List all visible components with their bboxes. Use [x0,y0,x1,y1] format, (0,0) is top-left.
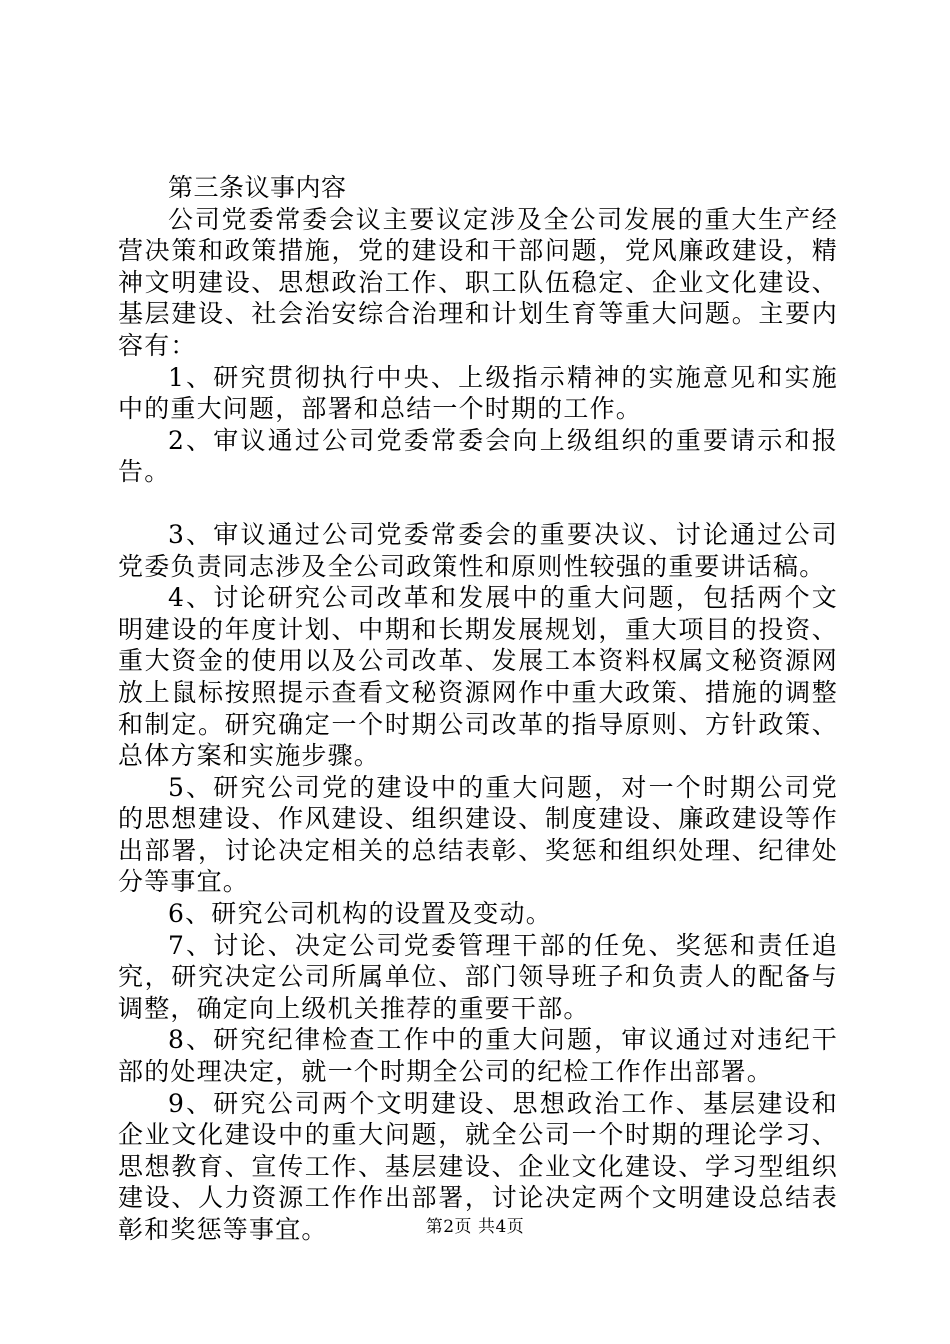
section-heading: 第三条议事内容 [168,173,347,202]
intro-paragraph: 公司党委常委会议主要议定涉及全公司发展的重大生产经营决策和政策措施，党的建设和干部问题，党风廉政建设，精神文明建设、思想政治工作、职工队伍稳定、企业文化建设、基层建设、社会治安综合治理和计划生育等重大问题。主要内容有： [118,204,838,360]
list-item: 7、讨论、决定公司党委管理干部的任免、奖惩和责任追究，研究决定公司所属单位、部门领导班子和负责人的配备与调整，确定向上级机关推荐的重要干部。 [118,930,838,1023]
list-item: 2、审议通过公司党委常委会向上级组织的重要请示和报告。 [118,425,838,487]
list-item: 9、研究公司两个文明建设、思想政治工作、基层建设和企业文化建设中的重大问题，就全公司一个时期的理论学习、思想教育、宣传工作、基层建设、企业文化建设、学习型组织建设、人力资源工作作出部署，讨论决定两个文明建设总结表彰和奖惩等事宜。 [118,1088,838,1244]
list-item: 4、讨论研究公司改革和发展中的重大问题，包括两个文明建设的年度计划、中期和长期发展规划，重大项目的投资、重大资金的使用以及公司改革、发展工本资料权属文秘资源网放上鼠标按照提示查看文秘资源网作中重大政策、措施的调整和制定。研究确定一个时期公司改革的指导原则、方针政策、总体方案和实施步骤。 [118,583,838,771]
list-item: 3、审议通过公司党委常委会的重要决议、讨论通过公司党委负责同志涉及全公司政策性和原则性较强的重要讲话稿。 [118,519,838,581]
document-body [118,172,838,1246]
list-item: 6、研究公司机构的设置及变动。 [168,899,552,929]
page-number-footer: 第2页 共4页 [425,1217,525,1237]
blank-line [118,488,838,519]
list-item: 1、研究贯彻执行中央、上级指示精神的实施意见和实施中的重大问题，部署和总结一个时期的工作。 [118,362,838,424]
list-item: 5、研究公司党的建设中的重大问题，对一个时期公司党的思想建设、作风建设、组织建设、制度建设、廉政建设等作出部署，讨论决定相关的总结表彰、奖惩和组织处理、纪律处分等事宜。 [118,772,838,897]
list-item: 8、研究纪律检查工作中的重大问题，审议通过对违纪干部的处理决定，就一个时期全公司的纪检工作作出部署。 [118,1025,838,1087]
